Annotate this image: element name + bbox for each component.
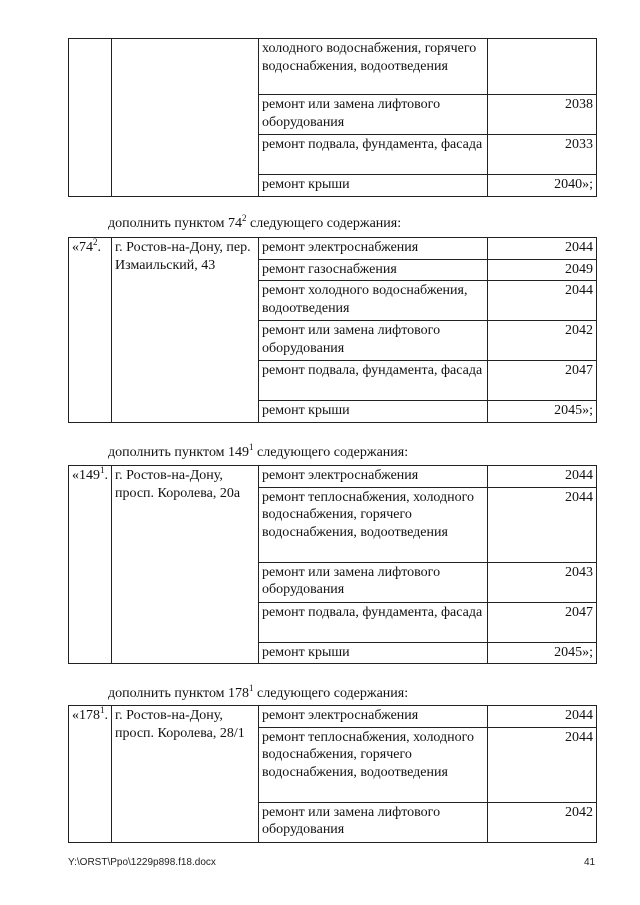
address-cell: г. Ростов-на-Дону, пер. Измаильский, 43 bbox=[112, 238, 259, 423]
work-cell: ремонт крыши bbox=[259, 175, 488, 197]
year-cell: 2033 bbox=[488, 135, 597, 175]
item-number: «$178^1$. bbox=[69, 706, 112, 843]
table-continuation bbox=[68, 38, 597, 197]
year-cell: 2044 bbox=[488, 706, 597, 728]
year-cell: 2043 bbox=[488, 562, 597, 602]
work-cell: ремонт теплоснабжения, холодного водоснабжения, горячего водоснабжения, водоотведения bbox=[259, 727, 488, 802]
year-cell: 2049 bbox=[488, 259, 597, 281]
year-cell: 2047 bbox=[488, 361, 597, 401]
year-cell: 2042 bbox=[488, 802, 597, 842]
table-row bbox=[69, 466, 597, 488]
work-cell: ремонт теплоснабжения, холодного водоснабжения, горячего водоснабжения, водоотведения bbox=[259, 487, 488, 562]
section-intro: дополнить пунктом $149^1$ следующего содержания: bbox=[108, 442, 409, 460]
year-cell: 2044 bbox=[488, 487, 597, 562]
work-cell: ремонт электроснабжения bbox=[259, 706, 488, 728]
table-row bbox=[69, 39, 597, 95]
table-row bbox=[69, 706, 597, 728]
year-cell: 2040»; bbox=[488, 175, 597, 197]
year-cell: 2038 bbox=[488, 95, 597, 135]
address-cell: г. Ростов-на-Дону, просп. Королева, 28/1 bbox=[112, 706, 259, 843]
num-cell bbox=[69, 39, 112, 197]
year-cell: 2044 bbox=[488, 466, 597, 488]
work-cell: ремонт или замена лифтового оборудования bbox=[259, 562, 488, 602]
work-cell: ремонт крыши bbox=[259, 642, 488, 664]
year-cell: 2044 bbox=[488, 727, 597, 802]
table-row bbox=[69, 238, 597, 260]
year-cell: 2042 bbox=[488, 321, 597, 361]
address-cell: г. Ростов-на-Дону, просп. Королева, 20а bbox=[112, 466, 259, 664]
section-intro: дополнить пунктом $74^2$ следующего содержания: bbox=[108, 213, 402, 231]
year-cell: 2044 bbox=[488, 238, 597, 260]
work-cell: ремонт подвала, фундамента, фасада bbox=[259, 361, 488, 401]
footer-page-number: 41 bbox=[584, 857, 596, 868]
year-cell: 2045»; bbox=[488, 642, 597, 664]
work-cell: ремонт электроснабжения bbox=[259, 238, 488, 260]
item-number: «$149^1$. bbox=[69, 466, 112, 664]
work-cell: ремонт холодного водоснабжения, водоотведения bbox=[259, 281, 488, 321]
work-cell: ремонт подвала, фундамента, фасада bbox=[259, 602, 488, 642]
work-cell: холодного водоснабжения, горячего водоснабжения, водоотведения bbox=[259, 39, 488, 95]
year-cell bbox=[488, 39, 597, 95]
section-intro: дополнить пунктом $178^1$ следующего содержания: bbox=[108, 683, 409, 701]
work-cell: ремонт электроснабжения bbox=[259, 466, 488, 488]
section-table bbox=[68, 705, 597, 843]
work-cell: ремонт подвала, фундамента, фасада bbox=[259, 135, 488, 175]
year-cell: 2044 bbox=[488, 281, 597, 321]
work-cell: ремонт или замена лифтового оборудования bbox=[259, 321, 488, 361]
address-cell bbox=[112, 39, 259, 197]
year-cell: 2047 bbox=[488, 602, 597, 642]
section-table bbox=[68, 237, 597, 423]
section-table bbox=[68, 465, 597, 664]
item-number: «$74^2$. bbox=[69, 238, 112, 423]
year-cell: 2045»; bbox=[488, 401, 597, 423]
work-cell: ремонт или замена лифтового оборудования bbox=[259, 95, 488, 135]
work-cell: ремонт крыши bbox=[259, 401, 488, 423]
footer-file-path: Y:\ORST\Ppo\1229p898.f18.docx bbox=[68, 857, 216, 868]
work-cell: ремонт или замена лифтового оборудования bbox=[259, 802, 488, 842]
work-cell: ремонт газоснабжения bbox=[259, 259, 488, 281]
